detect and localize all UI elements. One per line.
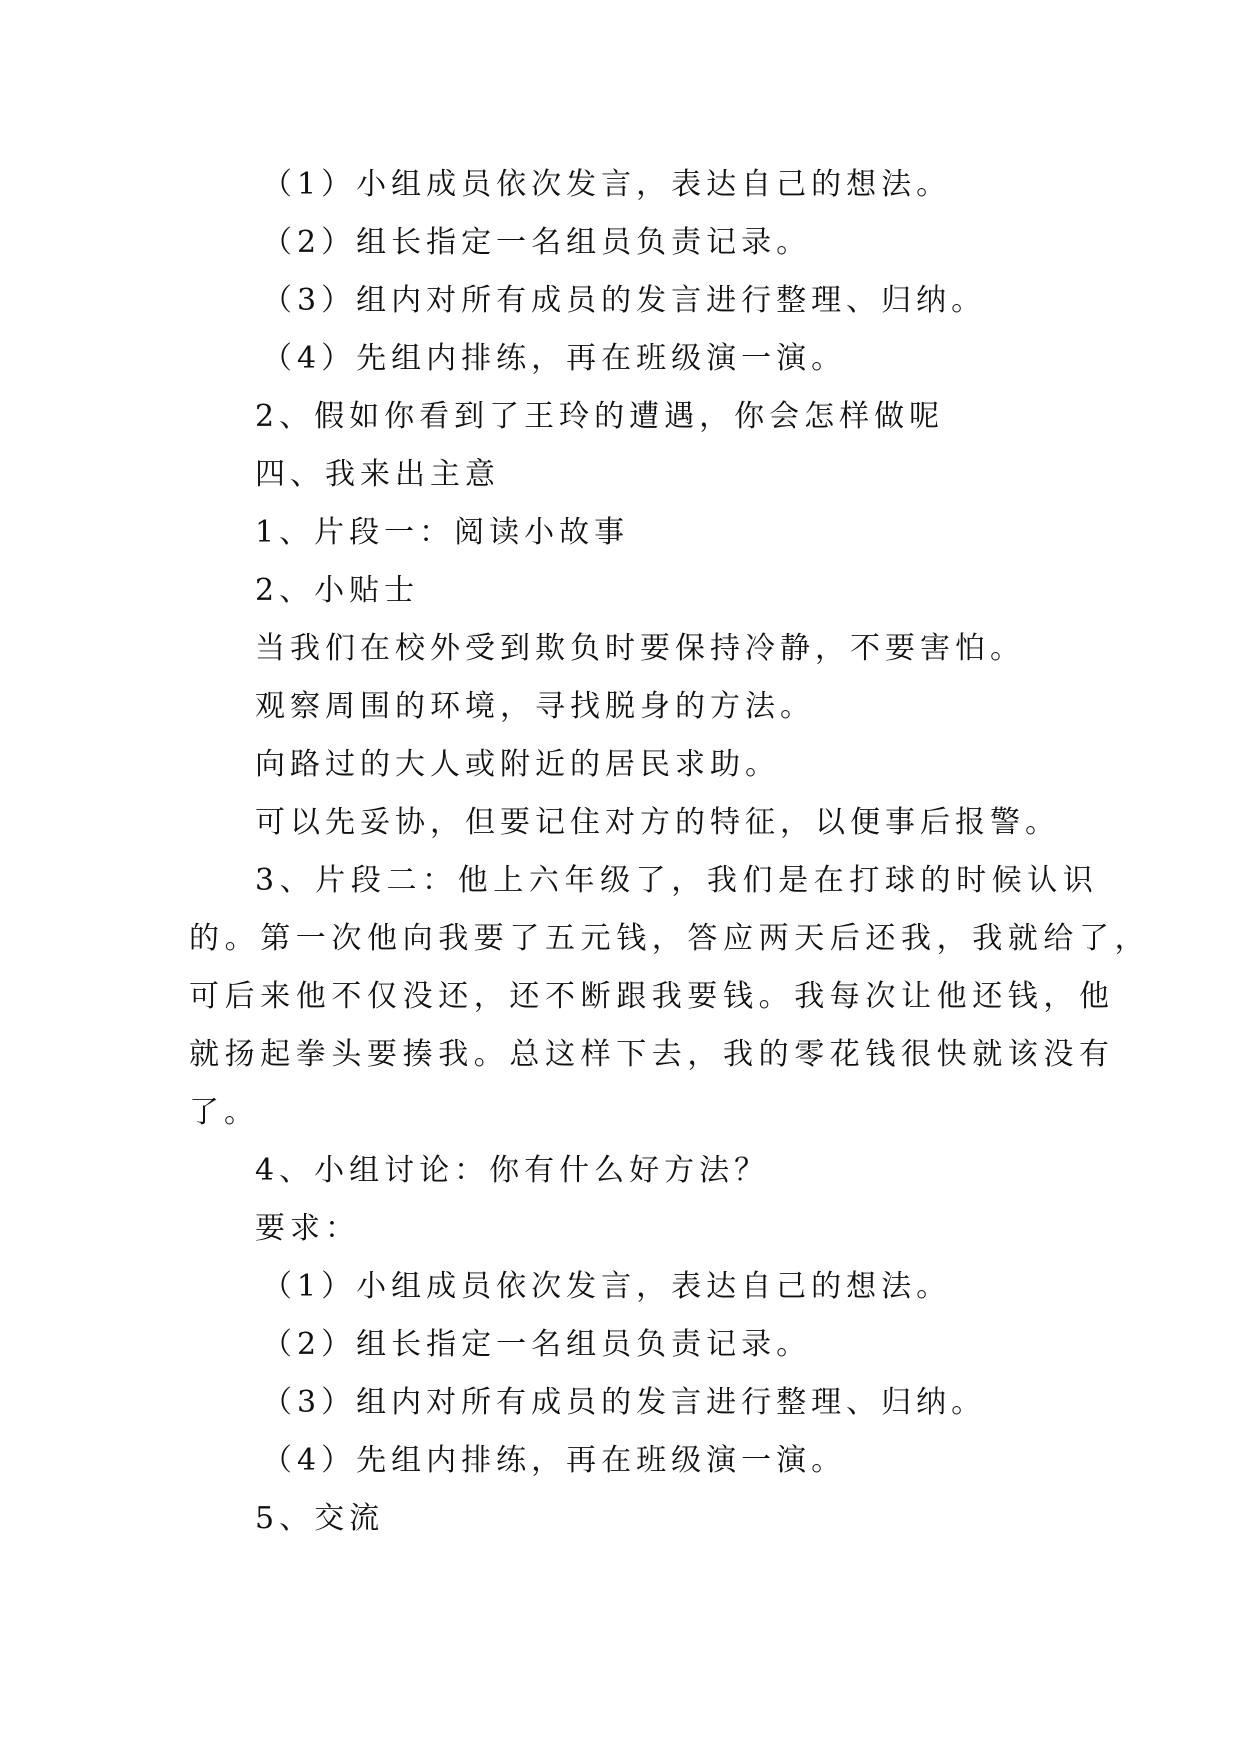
paragraph-line: 4、小组讨论：你有什么好方法？ bbox=[255, 1153, 770, 1188]
paragraph-line: 3、片段二：他上六年级了，我们是在打球的时候认识 bbox=[255, 863, 1099, 898]
paragraph-line: 就扬起拳头要揍我。总这样下去，我的零花钱很快就该没有 bbox=[189, 1037, 1115, 1072]
section-heading: 四、我来出主意 bbox=[255, 457, 500, 492]
paragraph-line: 了。 bbox=[189, 1095, 259, 1130]
paragraph-line: 可后来他不仅没还，还不断跟我要钱。我每次让他还钱，他 bbox=[189, 979, 1115, 1014]
tip-line: 当我们在校外受到欺负时要保持冷静，不要害怕。 bbox=[255, 631, 1025, 666]
list-item: （3）组内对所有成员的发言进行整理、归纳。 bbox=[262, 1385, 987, 1420]
list-item: （4）先组内排练，再在班级演一演。 bbox=[262, 1443, 847, 1478]
paragraph-line: 的。第一次他向我要了五元钱，答应两天后还我，我就给了， bbox=[189, 921, 1151, 956]
list-item: （3）组内对所有成员的发言进行整理、归纳。 bbox=[262, 283, 987, 318]
tip-line: 向路过的大人或附近的居民求助。 bbox=[255, 747, 780, 782]
tip-line: 可以先妥协，但要记住对方的特征，以便事后报警。 bbox=[255, 805, 1060, 840]
paragraph-line: 2、假如你看到了王玲的遭遇，你会怎样做呢 bbox=[255, 399, 945, 434]
list-item: （1）小组成员依次发言，表达自己的想法。 bbox=[262, 1269, 952, 1304]
paragraph-line: 1、片段一：阅读小故事 bbox=[255, 515, 630, 550]
list-item: （4）先组内排练，再在班级演一演。 bbox=[262, 341, 847, 376]
paragraph-line: 5、交流 bbox=[255, 1501, 385, 1536]
list-item: （1）小组成员依次发言，表达自己的想法。 bbox=[262, 167, 952, 202]
list-item: （2）组长指定一名组员负责记录。 bbox=[262, 1327, 812, 1362]
list-item: （2）组长指定一名组员负责记录。 bbox=[262, 225, 812, 260]
paragraph-line: 要求： bbox=[255, 1211, 360, 1246]
tip-line: 观察周围的环境，寻找脱身的方法。 bbox=[255, 689, 815, 724]
paragraph-line: 2、小贴士 bbox=[255, 573, 420, 608]
